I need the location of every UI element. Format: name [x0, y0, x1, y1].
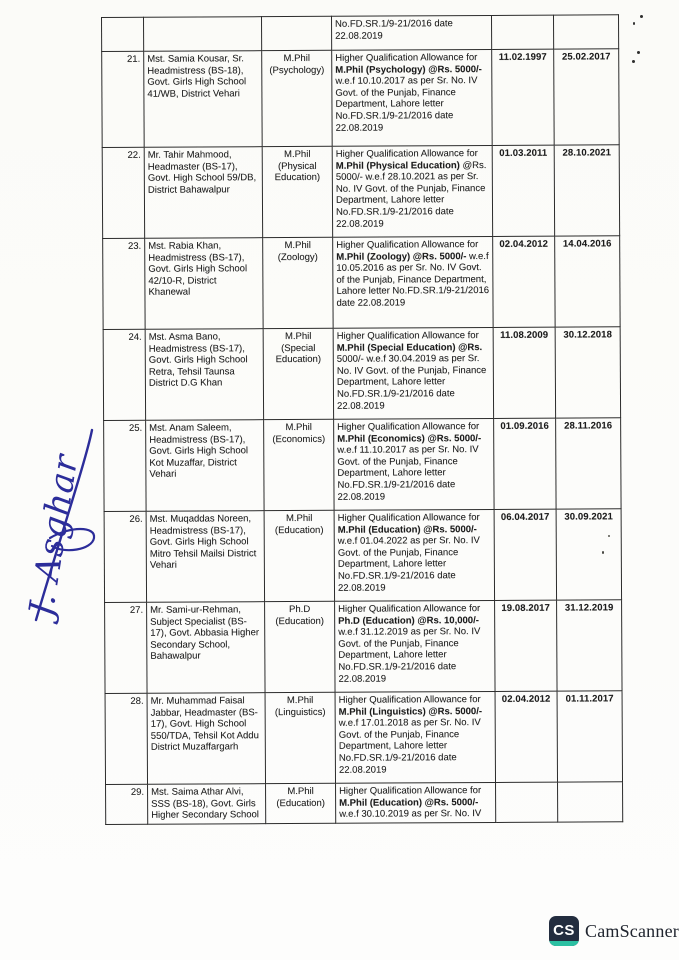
row-order-date: 31.12.2019: [557, 600, 622, 691]
table-row: [106, 782, 623, 824]
signature-loop: [50, 529, 94, 550]
row-description: [336, 782, 496, 823]
row-wef-date: [496, 782, 558, 822]
description-rest: @Rs. 5000/- w.e.f 28.10.2021 as per Sr. No. IV Govt. of the Punjab, Finance Department, Lahore letter No.FD.SR.1/9-21/2016 date 22.08.2019: [335, 159, 487, 230]
row-name: Mst. Rabia Khan, Headmistress (BS-17), Govt. Girls High School 42/10-R, District Khanewal: [145, 238, 263, 330]
description-lead: Higher Qualification Allowance for: [336, 239, 479, 251]
camscanner-label: CamScanner: [585, 920, 679, 941]
ink-speck: [637, 51, 640, 54]
description-rest: w.e.f 01.04.2022 as per Sr. No. IV Govt. of the Punjab, Finance Department, Lahore letter No.FD.SR.1/9-21/2016 date 22.08.2019: [337, 535, 480, 594]
table-row: [102, 145, 619, 239]
row-wef-date: 06.04.2017: [494, 509, 556, 600]
row-serial: 26.: [104, 511, 146, 602]
row-name: Mst. Muqaddas Noreen, Headmistress (BS-17), Govt. Girls High School Mitro Tehsil Mailsi District Vehari: [146, 511, 264, 603]
description-lead: Higher Qualification Allowance for: [338, 603, 481, 615]
description-qualification-bold: M.Phil (Special Education) @Rs.: [336, 341, 483, 354]
table-row: [105, 600, 622, 694]
row-name: Mr. Tahir Mahmood, Headmaster (BS-17), Govt. High School 59/DB, District Bahawalpur: [144, 147, 262, 239]
row-wef-date: 19.08.2017: [495, 600, 557, 691]
table-row: [102, 49, 619, 148]
table-row: [104, 509, 621, 603]
row-name: [144, 17, 262, 52]
table-row: [104, 418, 621, 512]
row-order-date: 01.11.2017: [557, 691, 622, 782]
row-qualification: M.Phil (Physical Education): [262, 146, 332, 237]
description-qualification-bold: M.Phil (Physical Education): [335, 159, 460, 172]
description-lead: Higher Qualification Allowance for: [339, 785, 482, 797]
description-rest: 5000/- w.e.f 30.04.2019 as per Sr. No. IV Govt. of the Punjab, Finance Department, Lahore letter No.FD.SR.1/9-21/2016 date 22.08.2019: [336, 353, 487, 412]
row-name: Mr. Sami-ur-Rehman, Subject Specialist (BS-17), Govt. Abbasia Higher Secondary School, Bahawalpur: [147, 602, 265, 694]
row-serial: 23.: [103, 238, 145, 329]
row-qualification: M.Phil (Economics): [264, 419, 334, 510]
signature-text: J. Asghar: [21, 451, 87, 620]
row-order-date: 30.12.2018: [555, 327, 620, 418]
description-rest: w.e.f 30.10.2019 as per Sr. No. IV: [339, 808, 482, 820]
row-wef-date: [491, 15, 553, 49]
description-lead: Higher Qualification Allowance for: [337, 421, 480, 433]
row-serial: 22.: [102, 147, 144, 238]
camscanner-watermark: [549, 916, 679, 946]
row-qualification: M.Phil (Education): [264, 510, 334, 601]
row-qualification: M.Phil (Zoology): [263, 237, 333, 328]
row-qualification: Ph.D (Education): [265, 601, 335, 692]
description-lead: Higher Qualification Allowance for: [335, 52, 478, 64]
row-order-date: [553, 15, 618, 49]
row-name: Mst. Samia Kousar, Sr. Headmistress (BS-18), Govt. Girls High School 41/WB, District Vehari: [144, 51, 263, 148]
row-serial: 25.: [104, 420, 146, 511]
description-lead: Higher Qualification Allowance for: [338, 694, 481, 706]
ink-speck: [602, 551, 604, 554]
row-order-date: 28.11.2016: [556, 418, 621, 509]
row-description: [335, 691, 495, 783]
ink-speck: [632, 60, 635, 63]
description-qualification-bold: M.Phil (Psychology) @Rs. 5000/-: [335, 63, 482, 76]
camscanner-icon: [549, 916, 579, 946]
row-order-date: 30.09.2021: [556, 509, 621, 600]
row-order-date: 25.02.2017: [554, 49, 620, 145]
row-wef-date: 11.08.2009: [493, 327, 555, 418]
description-rest: w.e.f 10.10.2017 as per Sr. No. IV Govt. of the Punjab, Finance Department, Lahore letter No.FD.SR.1/9-21/2016 date 22.08.2019: [335, 75, 478, 134]
row-description: [334, 509, 494, 601]
row-description: [334, 418, 494, 510]
table-row: [103, 327, 620, 421]
description-qualification-bold: M.Phil (Economics) @Rs. 5000/-: [337, 432, 482, 445]
description-lead: Higher Qualification Allowance for: [336, 330, 479, 342]
row-description: [333, 327, 493, 419]
row-serial: [102, 17, 144, 51]
description-qualification-bold: M.Phil (Education) @Rs. 5000/-: [339, 796, 479, 809]
signature-flourish-stroke: [36, 430, 92, 620]
allowance-table: [101, 14, 623, 824]
description-qualification-bold: M.Phil (Zoology) @Rs. 5000/-: [336, 250, 467, 263]
row-description: [335, 600, 495, 692]
row-name: Mst. Anam Saleem, Headmistress (BS-17), Govt. Girls High School Kot Muzaffar, District Vehari: [146, 420, 264, 512]
continuation-row: [102, 15, 619, 52]
row-name: Mr. Muhammad Faisal Jabbar, Headmaster (BS-17), Govt. High School 550/TDA, Tehsil Kot Addu District Muzaffargarh: [147, 693, 265, 785]
row-serial: 24.: [103, 329, 145, 420]
row-qualification: M.Phil (Special Education): [263, 328, 333, 419]
row-order-date: 14.04.2016: [555, 236, 620, 327]
row-wef-date: 01.09.2016: [494, 418, 556, 509]
row-name: Mst. Saima Athar Alvi, SSS (BS-18), Govt. Girls Higher Secondary School: [148, 784, 266, 824]
ink-speck: [640, 15, 643, 18]
row-description: No.FD.SR.1/9-21/2016 date 22.08.2019: [331, 15, 491, 50]
row-serial: 27.: [105, 602, 147, 693]
row-name: Mst. Asma Bano, Headmistress (BS-17), Govt. Girls High School Retra, Tehsil Taunsa District D.G Khan: [145, 329, 263, 421]
description-lead: Higher Qualification Allowance for: [335, 148, 478, 160]
description-lead: Higher Qualification Allowance for: [337, 512, 480, 524]
description-rest: w.e.f 31.12.2019 as per Sr. No. IV Govt. of the Punjab, Finance Department, Lahore letter No.FD.SR.1/9-21/2016 date 22.08.2019: [338, 626, 481, 685]
row-serial: 21.: [102, 51, 145, 147]
row-qualification: [262, 16, 332, 50]
row-order-date: 28.10.2021: [554, 145, 619, 236]
row-qualification: M.Phil (Psychology): [262, 50, 333, 146]
description-qualification-bold: M.Phil (Linguistics) @Rs. 5000/-: [338, 705, 483, 718]
ink-speck: [608, 535, 610, 537]
allowance-table-wrap: [101, 14, 623, 824]
table-row: [105, 691, 622, 785]
row-order-date: [558, 782, 623, 822]
description-qualification-bold: Ph.D (Education) @Rs. 10,000/-: [338, 614, 479, 627]
ink-speck: [633, 22, 635, 25]
row-qualification: M.Phil (Linguistics): [265, 692, 335, 783]
handwritten-signature: [12, 418, 116, 636]
row-wef-date: 01.03.2011: [492, 145, 554, 236]
camscanner-icon-accent: [549, 941, 579, 946]
description-rest: w.e.f 10.05.2016 as per Sr. No. IV Govt. of the Punjab, Finance Department, Lahore letter No.FD.SR.1/9-21/2016 date 22.08.2019: [336, 250, 490, 309]
row-description: [333, 236, 493, 328]
table-row: [103, 236, 620, 330]
row-wef-date: 02.04.2012: [495, 691, 557, 782]
description-qualification-bold: M.Phil (Education) @Rs. 5000/-: [337, 523, 477, 536]
row-description: [332, 49, 493, 146]
row-serial: 28.: [105, 693, 147, 784]
row-qualification: M.Phil (Education): [266, 783, 336, 823]
camscanner-icon-letters: CS: [553, 921, 575, 939]
description-rest: w.e.f 11.10.2017 as per Sr. No. IV Govt. of the Punjab, Finance Department, Lahore letter No.FD.SR.1/9-21/2016 date 22.08.2019: [337, 444, 479, 503]
row-wef-date: 11.02.1997: [492, 49, 555, 145]
row-description: [332, 145, 492, 237]
row-serial: 29.: [106, 784, 148, 824]
row-wef-date: 02.04.2012: [493, 236, 555, 327]
description-rest: w.e.f 17.01.2018 as per Sr. No. IV Govt. of the Punjab, Finance Department, Lahore letter No.FD.SR.1/9-21/2016 date 22.08.2019: [338, 717, 481, 776]
